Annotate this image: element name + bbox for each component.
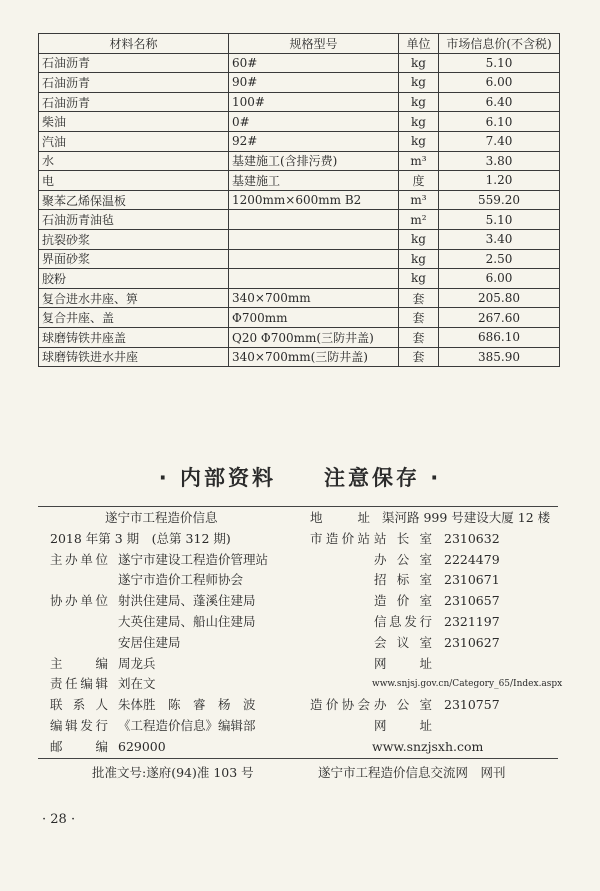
cell-spec: Φ700mm <box>229 308 399 328</box>
table-row <box>39 249 560 269</box>
table-row <box>39 171 560 191</box>
cell-unit: kg <box>399 92 439 112</box>
issue-line <box>50 529 268 550</box>
table-row <box>39 53 560 73</box>
cell-unit: kg <box>399 131 439 151</box>
network-name: 遂宁市工程造价信息交流网 网刊 <box>318 765 506 780</box>
right-info-block <box>310 508 562 758</box>
table-row <box>39 269 560 289</box>
contact-row <box>310 654 562 675</box>
left-info-label: 协办单位 <box>50 593 108 609</box>
table-row <box>39 288 560 308</box>
contact-row <box>310 550 562 571</box>
cell-material-name: 聚苯乙烯保温板 <box>39 190 229 210</box>
cell-material-name: 界面砂浆 <box>39 249 229 269</box>
left-info-value: 安居住建局 <box>118 634 181 650</box>
cell-material-name: 石油沥青油毡 <box>39 210 229 230</box>
left-info-row <box>50 591 268 612</box>
table-row <box>39 210 560 230</box>
cell-spec: 1200mm×600mm B2 <box>229 190 399 210</box>
cell-unit: 套 <box>399 308 439 328</box>
cell-unit: kg <box>399 229 439 249</box>
left-info-value: 629000 <box>118 738 166 754</box>
cell-material-name: 胶粉 <box>39 269 229 289</box>
approval-number: 批准文号:遂府(94)准 103 号 <box>92 765 254 780</box>
cell-price: 1.20 <box>439 171 560 191</box>
cell-material-name: 汽油 <box>39 131 229 151</box>
address-value: 渠河路 999 号建设大厦 12 楼 <box>382 510 551 525</box>
cell-spec: 100# <box>229 92 399 112</box>
cell-material-name: 抗裂砂浆 <box>39 229 229 249</box>
table-row <box>39 327 560 347</box>
cell-price: 205.80 <box>439 288 560 308</box>
contact-group-label: 市造价站 <box>310 530 370 546</box>
left-info-block <box>50 508 268 758</box>
left-info-value: 刘在文 <box>118 676 156 692</box>
cell-spec: 基建施工(含排污费) <box>229 151 399 171</box>
table-row <box>39 229 560 249</box>
contact-phone: 2310671 <box>444 572 500 588</box>
table-row <box>39 347 560 367</box>
contact-group-spacer <box>310 716 370 737</box>
left-info-label: 编辑发行 <box>50 717 108 733</box>
address-row <box>310 508 562 529</box>
cell-spec <box>229 229 399 249</box>
contact-phone: 2310632 <box>444 530 500 546</box>
cell-spec: 基建施工 <box>229 171 399 191</box>
left-info-value: 朱体胜 陈 睿 杨 波 <box>118 697 256 713</box>
cell-material-name: 复合井座、盖 <box>39 308 229 328</box>
cell-spec: 90# <box>229 73 399 93</box>
contact-group-spacer <box>310 633 370 654</box>
cell-unit: kg <box>399 112 439 132</box>
left-info-value: 射洪住建局、蓬溪住建局 <box>118 593 256 609</box>
cell-material-name: 球磨铸铁井座盖 <box>39 327 229 347</box>
cell-price: 3.40 <box>439 229 560 249</box>
cell-price: 6.40 <box>439 92 560 112</box>
contact-label: 网 址 <box>374 655 432 671</box>
contact-label: 站 长 室 <box>374 530 432 546</box>
cell-unit: 套 <box>399 288 439 308</box>
left-info-row <box>50 633 268 654</box>
left-info-label <box>50 570 108 591</box>
publication-title <box>50 508 268 529</box>
issue-text: 2018 年第 3 期 (总第 312 期) <box>50 530 231 546</box>
cell-price: 5.10 <box>439 53 560 73</box>
left-info-value: 《工程造价信息》编辑部 <box>118 717 256 733</box>
assoc-url-row <box>310 737 562 758</box>
contact-label: 办 公 室 <box>374 697 432 713</box>
cell-unit: kg <box>399 73 439 93</box>
header-spec: 规格型号 <box>229 34 399 54</box>
contact-label: 造 价 室 <box>374 593 432 609</box>
contact-row <box>310 529 562 550</box>
left-info-row <box>50 550 268 571</box>
left-info-row <box>50 716 268 737</box>
address-label: 地 址 <box>310 510 370 525</box>
cell-spec: 340×700mm(三防井盖) <box>229 347 399 367</box>
cell-spec: 60# <box>229 53 399 73</box>
left-info-row <box>50 654 268 675</box>
left-info-label: 责任编辑 <box>50 676 108 692</box>
contact-row <box>310 633 562 654</box>
left-info-label <box>50 633 108 654</box>
contact-label: 会 议 室 <box>374 634 432 650</box>
top-divider <box>38 506 558 507</box>
bottom-divider <box>38 758 558 759</box>
left-info-label: 主办单位 <box>50 551 108 567</box>
contact-phone: 2310657 <box>444 593 500 609</box>
page-number: · 28 · <box>42 812 76 827</box>
cell-unit: m³ <box>399 151 439 171</box>
header-price: 市场信息价(不含税) <box>439 34 560 54</box>
left-info-row <box>50 674 268 695</box>
header-unit: 单位 <box>399 34 439 54</box>
contact-phone: 2321197 <box>444 613 500 629</box>
contact-row <box>310 716 562 737</box>
left-info-row <box>50 612 268 633</box>
cell-material-name: 石油沥青 <box>39 92 229 112</box>
station-url-row <box>310 674 562 695</box>
left-info-label <box>50 612 108 633</box>
cell-price: 6.00 <box>439 73 560 93</box>
table-header-row <box>39 34 560 54</box>
contact-phone: 2310627 <box>444 634 500 650</box>
cell-material-name: 石油沥青 <box>39 53 229 73</box>
cell-material-name: 电 <box>39 171 229 191</box>
table-row <box>39 151 560 171</box>
cell-material-name: 复合进水井座、箅 <box>39 288 229 308</box>
cell-material-name: 水 <box>39 151 229 171</box>
left-info-value: 遂宁市建设工程造价管理站 <box>118 551 269 567</box>
cell-unit: 度 <box>399 171 439 191</box>
left-info-label: 主 编 <box>50 655 108 671</box>
cell-spec <box>229 269 399 289</box>
price-table <box>38 33 560 367</box>
cell-price: 6.10 <box>439 112 560 132</box>
cell-price: 5.10 <box>439 210 560 230</box>
cell-price: 3.80 <box>439 151 560 171</box>
table-row <box>39 308 560 328</box>
cell-price: 7.40 <box>439 131 560 151</box>
contact-group-label: 造价协会 <box>310 697 370 713</box>
contact-group-spacer <box>310 654 370 675</box>
contact-group-spacer <box>310 570 370 591</box>
contact-label: 办 公 室 <box>374 551 432 567</box>
cell-material-name: 石油沥青 <box>39 73 229 93</box>
cell-price: 267.60 <box>439 308 560 328</box>
left-info-row <box>50 737 268 758</box>
table-row <box>39 73 560 93</box>
contact-label: 网 址 <box>374 717 432 733</box>
banner-internal-material: · 内部资料 注意保存 · <box>158 466 442 490</box>
cell-price: 559.20 <box>439 190 560 210</box>
cell-material-name: 球磨铸铁进水井座 <box>39 347 229 367</box>
cell-material-name: 柴油 <box>39 112 229 132</box>
table-row <box>39 190 560 210</box>
contact-group-spacer <box>310 550 370 571</box>
cell-unit: kg <box>399 249 439 269</box>
left-info-row <box>50 570 268 591</box>
left-info-value: 周龙兵 <box>118 655 156 671</box>
cell-unit: 套 <box>399 327 439 347</box>
contact-label: 信息发行 <box>374 613 432 629</box>
cell-spec <box>229 210 399 230</box>
contact-phone: 2224479 <box>444 551 500 567</box>
table-row <box>39 112 560 132</box>
cell-unit: kg <box>399 269 439 289</box>
publication-title-text: 遂宁市工程造价信息 <box>105 510 218 525</box>
left-info-row <box>50 695 268 716</box>
cell-price: 686.10 <box>439 327 560 347</box>
cell-spec: 340×700mm <box>229 288 399 308</box>
cell-spec: 0# <box>229 112 399 132</box>
cell-price: 2.50 <box>439 249 560 269</box>
table-body <box>39 53 560 367</box>
cell-spec: 92# <box>229 131 399 151</box>
left-info-label: 联 系 人 <box>50 697 108 713</box>
table-row <box>39 92 560 112</box>
cell-spec: Q20 Φ700mm(三防井盖) <box>229 327 399 347</box>
table-row <box>39 131 560 151</box>
left-info-label: 邮 编 <box>50 738 108 754</box>
assoc-url-link[interactable]: www.snzjsxh.com <box>372 738 484 754</box>
contact-group-spacer <box>310 612 370 633</box>
cell-unit: m² <box>399 210 439 230</box>
contact-label: 招 标 室 <box>374 572 432 588</box>
header-material-name: 材料名称 <box>39 34 229 54</box>
left-info-value: 遂宁市造价工程师协会 <box>118 572 244 588</box>
cell-price: 385.90 <box>439 347 560 367</box>
cell-spec <box>229 249 399 269</box>
contact-phone: 2310757 <box>444 697 500 713</box>
cell-unit: kg <box>399 53 439 73</box>
contact-row <box>310 570 562 591</box>
cell-unit: m³ <box>399 190 439 210</box>
contact-row <box>310 591 562 612</box>
station-url-link[interactable]: www.snjsj.gov.cn/Category_65/Index.aspx <box>372 679 563 690</box>
left-info-value: 大英住建局、船山住建局 <box>118 613 256 629</box>
cell-price: 6.00 <box>439 269 560 289</box>
contact-group-spacer <box>310 591 370 612</box>
contact-row <box>310 612 562 633</box>
contact-row <box>310 695 562 716</box>
cell-unit: 套 <box>399 347 439 367</box>
